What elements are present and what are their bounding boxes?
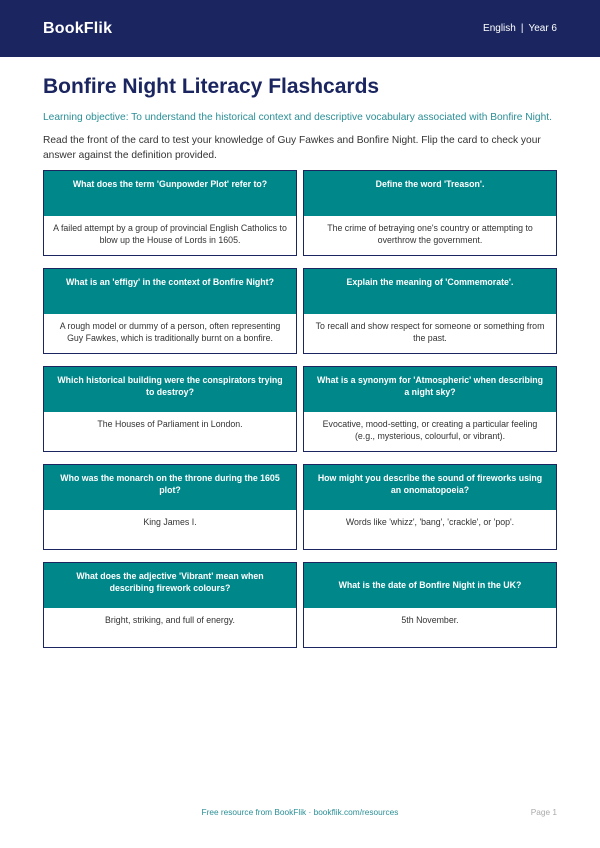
subject-label: English bbox=[483, 23, 516, 34]
page-title: Bonfire Night Literacy Flashcards bbox=[43, 75, 380, 98]
flashcard[interactable] bbox=[303, 562, 557, 648]
flashcard[interactable] bbox=[43, 366, 297, 452]
learning-objective: Learning objective: To understand the historical context and descriptive vocabulary associated with Bonfire Night. bbox=[43, 112, 552, 123]
flashcard-question: What does the adjective 'Vibrant' mean when describing firework colours? bbox=[44, 563, 296, 608]
flashcard-question: What does the term 'Gunpowder Plot' refer to? bbox=[44, 171, 296, 216]
flashcard-answer: King James I. bbox=[44, 510, 296, 549]
flashcard[interactable] bbox=[43, 170, 297, 256]
flashcard[interactable] bbox=[43, 268, 297, 354]
instructions: Read the front of the card to test your knowledge of Guy Fawkes and Bonfire Night. Flip the card to check your answer against the definition provided. bbox=[43, 135, 541, 161]
flashcard-question: How might you describe the sound of fireworks using an onomatopoeia? bbox=[304, 465, 556, 510]
flashcard[interactable] bbox=[303, 170, 557, 256]
flashcard[interactable] bbox=[303, 366, 557, 452]
flashcard-answer: The Houses of Parliament in London. bbox=[44, 412, 296, 451]
page-footer bbox=[0, 807, 600, 821]
brand-logo[interactable]: BookFlik bbox=[43, 19, 113, 37]
footer-link[interactable]: Free resource from BookFlik · bookflik.com/resources bbox=[201, 807, 399, 817]
flashcard[interactable] bbox=[43, 464, 297, 550]
subject-year-label bbox=[483, 23, 557, 34]
flashcard-answer: 5th November. bbox=[304, 608, 556, 647]
flashcard[interactable] bbox=[303, 464, 557, 550]
page-header bbox=[0, 0, 600, 57]
flashcard-answer: A failed attempt by a group of provincial English Catholics to blow up the House of Lords in 1605. bbox=[44, 216, 296, 255]
flashcard-question: What is an 'effigy' in the context of Bonfire Night? bbox=[44, 269, 296, 314]
flashcard[interactable] bbox=[43, 562, 297, 648]
flashcard-question: What is a synonym for 'Atmospheric' when describing a night sky? bbox=[304, 367, 556, 412]
flashcard-question: What is the date of Bonfire Night in the UK? bbox=[304, 563, 556, 608]
flashcard-question: Define the word 'Treason'. bbox=[304, 171, 556, 216]
flashcard-grid bbox=[43, 170, 557, 648]
page-number: Page 1 bbox=[530, 807, 557, 817]
meta-separator: | bbox=[520, 23, 524, 34]
flashcard[interactable] bbox=[303, 268, 557, 354]
flashcard-answer: Bright, striking, and full of energy. bbox=[44, 608, 296, 647]
flashcard-question: Which historical building were the conspirators trying to destroy? bbox=[44, 367, 296, 412]
year-label: Year 6 bbox=[528, 23, 557, 34]
flashcard-answer: The crime of betraying one's country or attempting to overthrow the government. bbox=[304, 216, 556, 255]
flashcard-answer: Words like 'whizz', 'bang', 'crackle', or 'pop'. bbox=[304, 510, 556, 549]
flashcard-question: Explain the meaning of 'Commemorate'. bbox=[304, 269, 556, 314]
flashcard-answer: To recall and show respect for someone or something from the past. bbox=[304, 314, 556, 353]
flashcard-question: Who was the monarch on the throne during the 1605 plot? bbox=[44, 465, 296, 510]
flashcard-answer: Evocative, mood-setting, or creating a particular feeling (e.g., mysterious, colourful, or vibrant). bbox=[304, 412, 556, 451]
flashcard-answer: A rough model or dummy of a person, often representing Guy Fawkes, which is traditionally burnt on a bonfire. bbox=[44, 314, 296, 353]
